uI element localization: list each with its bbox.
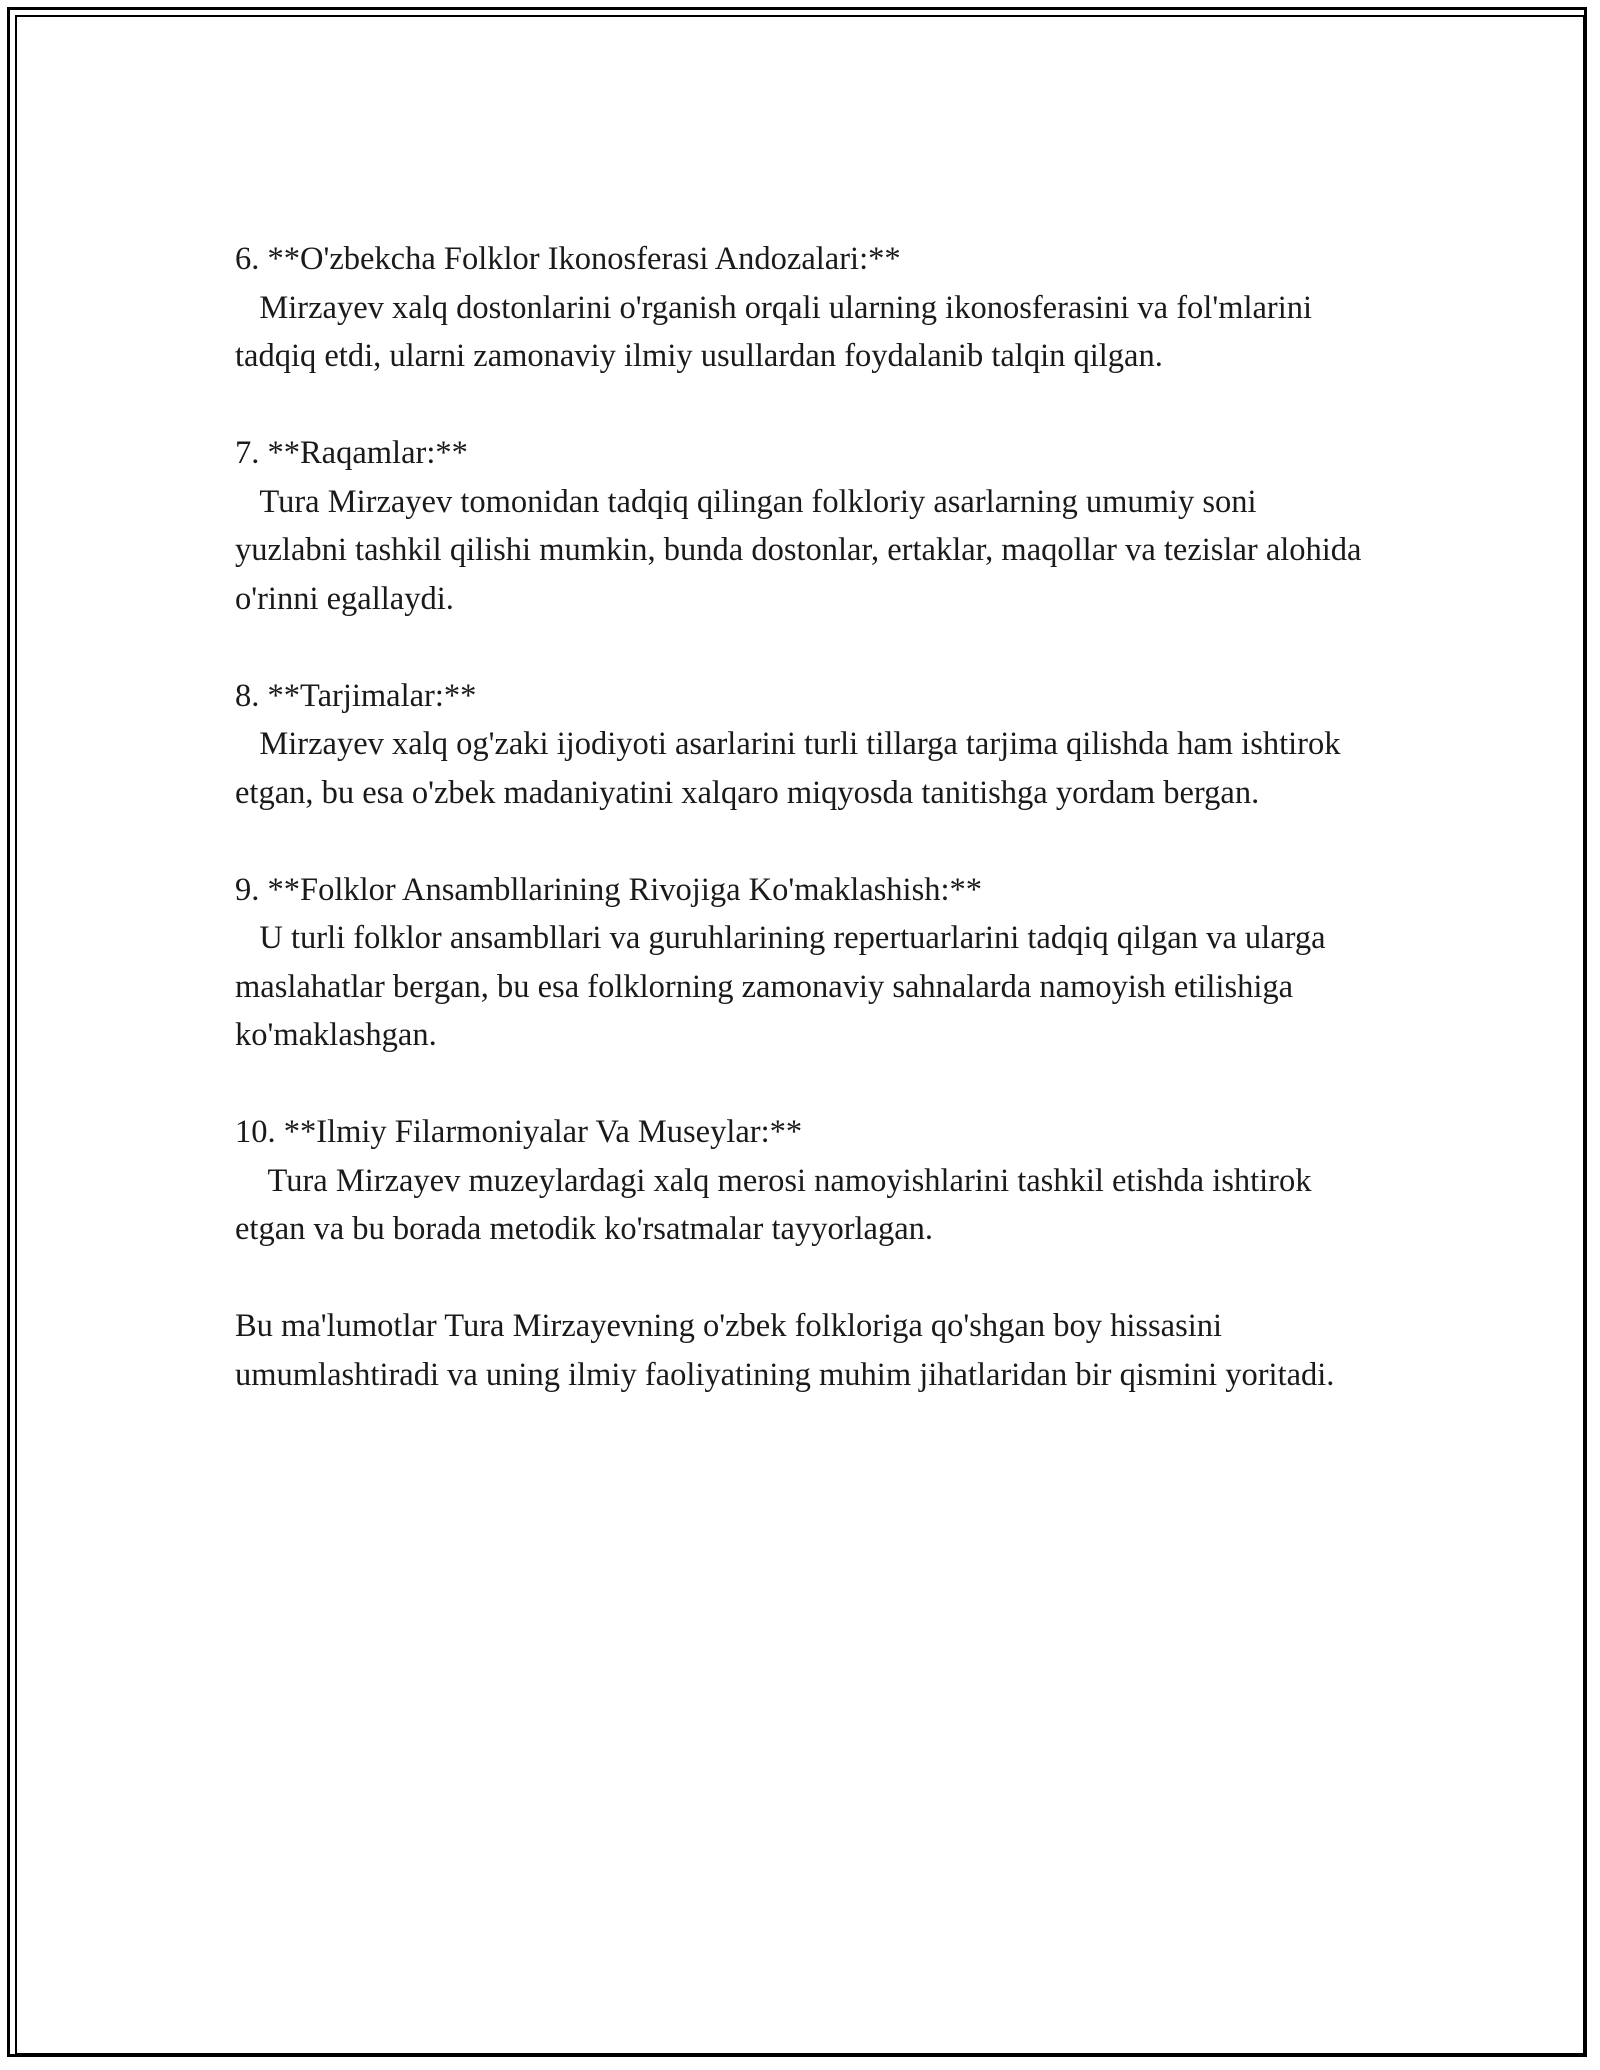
- conclusion-paragraph: Bu ma'lumotlar Tura Mirzayevning o'zbek folkloriga qo'shgan boy hissasini umumlashtiradi va uning ilmiy faoliyatining muhim jihatlaridan bir qismini yoritadi.: [235, 1308, 1335, 1393]
- section-heading: 8. **Tarjimalar:**: [235, 677, 477, 714]
- section-heading: 9. **Folklor Ansambllarining Rivojiga Ko'maklashish:**: [235, 871, 983, 908]
- document-body: [235, 235, 1375, 1399]
- section-10: [235, 1108, 1375, 1254]
- section-heading: 10. **Ilmiy Filarmoniyalar Va Museylar:**: [235, 1114, 803, 1150]
- section-8: [235, 672, 1375, 818]
- section-heading: 6. **O'zbekcha Folklor Ikonosferasi Andozalari:**: [235, 241, 901, 277]
- section-9: [235, 866, 1375, 1060]
- section-6: [235, 235, 1375, 381]
- section-heading: 7. **Raqamlar:**: [235, 435, 468, 471]
- section-paragraph: Mirzayev xalq og'zaki ijodiyoti asarlarini turli tillarga tarjima qilishda ham ishtirok etgan, bu esa o'zbek madaniyatini xalqaro miqyosda tanitishga yordam bergan.: [235, 726, 1349, 811]
- section-7: [235, 429, 1375, 623]
- section-paragraph: Mirzayev xalq dostonlarini o'rganish orqali ularning ikonosferasini va fol'mlarini tadqiq etdi, ularni zamonaviy ilmiy usullardan foydalanib talqin qilgan.: [235, 289, 1321, 374]
- section-paragraph: U turli folklor ansambllari va guruhlarining repertuarlarini tadqiq qilgan va ularga maslahatlar bergan, bu esa folklorning zamonaviy sahnalarda namoyish etilishiga ko'maklashgan.: [235, 920, 1334, 1053]
- section-paragraph: Tura Mirzayev muzeylardagi xalq merosi namoyishlarini tashkil etishda ishtirok etgan va bu borada metodik ko'rsatmalar tayyorlagan.: [235, 1162, 1320, 1247]
- section-paragraph: Tura Mirzayev tomonidan tadqiq qilingan folkloriy asarlarning umumiy soni yuzlabni tashkil qilishi mumkin, bunda dostonlar, ertaklar, maqollar va tezislar alohida o'rinni egallaydi.: [235, 483, 1370, 617]
